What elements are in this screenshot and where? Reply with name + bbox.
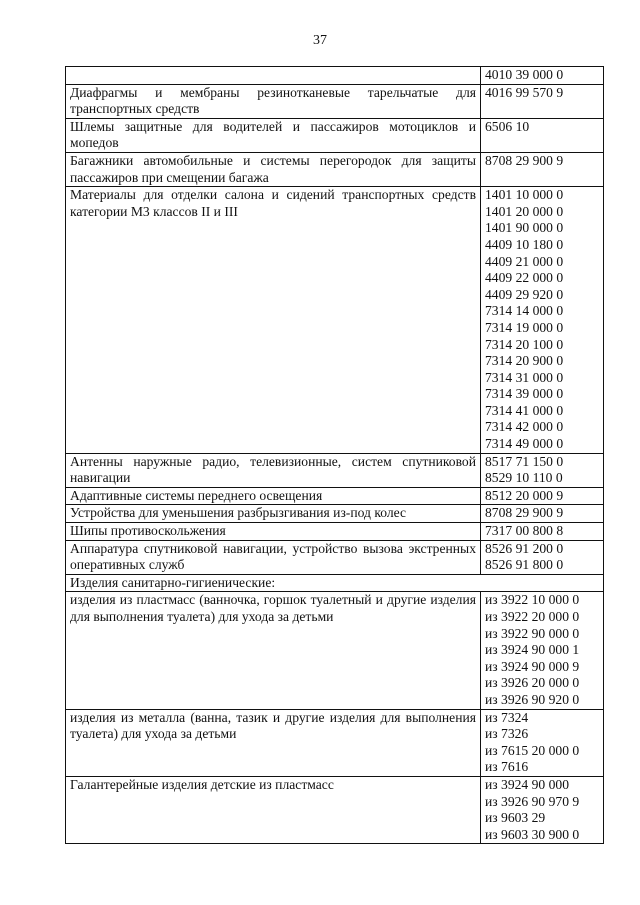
tn-ved-code: из 7326 bbox=[485, 726, 529, 742]
tn-ved-code: 4409 22 000 0 bbox=[485, 270, 564, 286]
product-name-cell: Шлемы защитные для водителей и пассажиров мотоциклов и мопедов bbox=[66, 118, 481, 152]
tn-ved-code: из 3922 20 000 0 bbox=[485, 609, 580, 624]
tn-ved-code: из 7324 bbox=[485, 709, 529, 725]
tn-ved-code: 7314 49 000 0 bbox=[485, 436, 564, 452]
table-row bbox=[66, 523, 604, 541]
tn-ved-code: 4409 21 000 0 bbox=[485, 253, 564, 269]
tn-ved-code-cell bbox=[481, 152, 604, 186]
table-row bbox=[66, 118, 604, 152]
tn-ved-code: 7314 42 000 0 bbox=[485, 419, 564, 435]
tn-ved-code: 1401 20 000 0 bbox=[485, 203, 564, 219]
product-name-cell: Шипы противоскольжения bbox=[66, 523, 481, 541]
product-name-cell: Диафрагмы и мембраны резинотканевые тарельчатые для транспортных средств bbox=[66, 84, 481, 118]
tn-ved-code: из 3926 90 920 0 bbox=[485, 691, 580, 707]
tn-ved-code: 7314 39 000 0 bbox=[485, 386, 564, 402]
table-body bbox=[66, 67, 604, 844]
tn-ved-code: из 3926 20 000 0 bbox=[485, 675, 580, 691]
tn-ved-code: 7317 00 800 8 bbox=[485, 523, 564, 539]
product-name-cell bbox=[66, 67, 481, 85]
table-row bbox=[66, 505, 604, 523]
product-name-cell: Антенны наружные радио, телевизионные, систем спутниковой навигации bbox=[66, 453, 481, 487]
tn-ved-code: из 3926 90 970 9 bbox=[485, 793, 580, 809]
product-name-cell: Адаптивные системы переднего освещения bbox=[66, 487, 481, 505]
table-row bbox=[66, 776, 604, 843]
tn-ved-code: 7314 19 000 0 bbox=[485, 319, 564, 335]
tn-ved-code: 8526 91 800 0 bbox=[485, 557, 564, 573]
tn-ved-code: 7314 20 900 0 bbox=[485, 353, 564, 369]
table-row bbox=[66, 152, 604, 186]
tn-ved-code-cell bbox=[481, 505, 604, 523]
tn-ved-code: 4010 39 000 0 bbox=[485, 67, 564, 82]
tn-ved-code: 6506 10 bbox=[485, 118, 530, 134]
section-row bbox=[66, 574, 604, 592]
tn-ved-code: 1401 90 000 0 bbox=[485, 220, 564, 236]
table-row bbox=[66, 709, 604, 776]
tn-ved-code: 7314 14 000 0 bbox=[485, 303, 564, 319]
tn-ved-code-cell bbox=[481, 453, 604, 487]
tn-ved-code: 8517 71 150 0 bbox=[485, 453, 564, 469]
tn-ved-code: из 7616 bbox=[485, 759, 529, 775]
tn-ved-code: 1401 10 000 0 bbox=[485, 187, 564, 203]
tn-ved-code: из 3922 10 000 0 bbox=[485, 592, 580, 608]
tn-ved-code: 7314 41 000 0 bbox=[485, 402, 564, 418]
tn-ved-code: из 9603 30 900 0 bbox=[485, 826, 580, 842]
table-row bbox=[66, 592, 604, 709]
product-name-cell: изделия из пластмасс (ванночка, горшок туалетный и другие изделия для выполнения туалета) для ухода за детьми bbox=[66, 592, 481, 709]
tn-ved-code: из 3924 90 000 9 bbox=[485, 658, 580, 674]
product-name-cell: Устройства для уменьшения разбрызгивания из-под колес bbox=[66, 505, 481, 523]
tn-ved-code: 8708 29 900 9 bbox=[485, 505, 564, 521]
customs-code-table bbox=[65, 66, 604, 844]
tn-ved-code-cell bbox=[481, 540, 604, 574]
tn-ved-code: 8708 29 900 9 bbox=[485, 152, 564, 168]
section-heading: Изделия санитарно-гигиенические: bbox=[66, 574, 604, 592]
tn-ved-code-cell bbox=[481, 709, 604, 776]
tn-ved-code: 7314 20 100 0 bbox=[485, 336, 564, 352]
table-row bbox=[66, 84, 604, 118]
tn-ved-code: 8526 91 200 0 bbox=[485, 540, 564, 556]
tn-ved-code: 4016 99 570 9 bbox=[485, 84, 564, 100]
tn-ved-code: 8512 20 000 9 bbox=[485, 487, 564, 503]
tn-ved-code: из 9603 29 bbox=[485, 810, 546, 826]
tn-ved-code: 4409 29 920 0 bbox=[485, 286, 564, 302]
tn-ved-code-cell bbox=[481, 118, 604, 152]
tn-ved-code-cell bbox=[481, 487, 604, 505]
tn-ved-code: из 3924 90 000 1 bbox=[485, 642, 580, 658]
tn-ved-code-cell bbox=[481, 523, 604, 541]
product-name-cell: Аппаратура спутниковой навигации, устройство вызова экстренных оперативных служб bbox=[66, 540, 481, 574]
tn-ved-code: 7314 31 000 0 bbox=[485, 369, 564, 385]
product-name-cell: Багажники автомобильные и системы перегородок для защиты пассажиров при смещении багажа bbox=[66, 152, 481, 186]
table-row bbox=[66, 453, 604, 487]
page-number: 37 bbox=[313, 33, 327, 48]
tn-ved-code: из 3924 90 000 bbox=[485, 776, 570, 792]
tn-ved-code-cell bbox=[481, 776, 604, 843]
table-row bbox=[66, 540, 604, 574]
table-row bbox=[66, 67, 604, 85]
tn-ved-code-cell bbox=[481, 67, 604, 85]
product-name-cell: Галантерейные изделия детские из пластмасс bbox=[66, 776, 481, 843]
product-name-cell: Материалы для отделки салона и сидений транспортных средств категории М3 классов II и III bbox=[66, 187, 481, 454]
tn-ved-code: 8529 10 110 0 bbox=[485, 470, 563, 486]
tn-ved-code-cell bbox=[481, 592, 604, 709]
tn-ved-code: из 3922 90 000 0 bbox=[485, 625, 580, 641]
tn-ved-code-cell bbox=[481, 84, 604, 118]
table-row bbox=[66, 487, 604, 505]
table-row bbox=[66, 187, 604, 454]
tn-ved-code-cell bbox=[481, 187, 604, 454]
tn-ved-code: 4409 10 180 0 bbox=[485, 236, 564, 252]
product-name-cell: изделия из металла (ванна, тазик и другие изделия для выполнения туалета) для ухода за детьми bbox=[66, 709, 481, 776]
tn-ved-code: из 7615 20 000 0 bbox=[485, 742, 580, 758]
